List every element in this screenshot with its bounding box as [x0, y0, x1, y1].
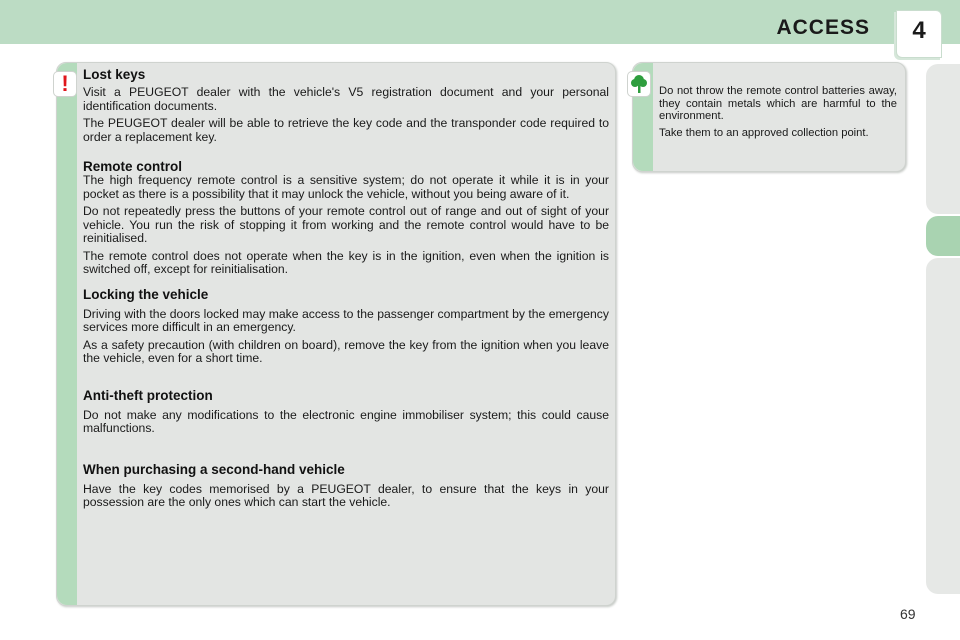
paragraph: The remote control does not operate when the key is in the ignition, even when the ignition is switched off, except for reinitialisation. — [83, 248, 609, 276]
tree-icon — [628, 72, 650, 96]
section-title: Remote control — [83, 159, 183, 174]
side-tab-upper — [926, 64, 960, 214]
paragraph: The high frequency remote control is a sensitive system; do not operate it while it is in your pocket as there is a possibility that it may unlock the vehicle, without you being aware of it. — [83, 173, 609, 201]
section-title: Locking the vehicle — [83, 286, 209, 302]
paragraph: Visit a PEUGEOT dealer with the vehicle's V5 registration document and your personal identification documents. — [83, 85, 609, 113]
paragraph: Do not throw the remote control batteries away, they contain metals which are harmful to the environment. — [659, 85, 897, 123]
paragraph: Do not repeatedly press the buttons of your remote control out of range and out of sight of your vehicle. You run the risk of stopping it from working and the remote control would have to be reinitialised. — [83, 204, 609, 245]
section-remote-control — [83, 159, 609, 277]
paragraph: The PEUGEOT dealer will be able to retrieve the key code and the transponder code required to order a replacement key. — [83, 116, 609, 144]
section-second-hand — [83, 462, 609, 510]
section-locking — [83, 287, 609, 366]
paragraph: Take them to an approved collection point. — [659, 126, 869, 139]
paragraph: As a safety precaution (with children on board), remove the key from the ignition when you leave the vehicle, even for a short time. — [83, 337, 609, 365]
section-title: Lost keys — [83, 67, 146, 82]
warning-icon: ! — [54, 72, 76, 96]
chapter-number: 4 — [912, 17, 926, 44]
paragraph: Do not make any modifications to the electronic engine immobiliser system; this could cause malfunctions. — [83, 407, 609, 435]
paragraph: Have the key codes memorised by a PEUGEOT dealer, to ensure that the keys in your possession are the only ones which can start the vehicle. — [83, 481, 609, 509]
chapter-title: ACCESS — [776, 16, 870, 39]
main-content — [83, 67, 609, 514]
section-title: Anti-theft protection — [83, 387, 213, 403]
side-tab-lower — [926, 258, 960, 594]
panel-stripe — [57, 63, 77, 605]
chapter-tab — [896, 10, 942, 58]
section-title: When purchasing a second-hand vehicle — [83, 461, 345, 477]
page-number: 69 — [900, 606, 916, 622]
paragraph: Driving with the doors locked may make access to the passenger compartment by the emergency services more difficult in an emergency. — [83, 306, 609, 334]
environment-note — [659, 85, 897, 143]
section-lost-keys — [83, 67, 609, 144]
side-tab-active — [926, 216, 960, 256]
section-anti-theft — [83, 388, 609, 436]
